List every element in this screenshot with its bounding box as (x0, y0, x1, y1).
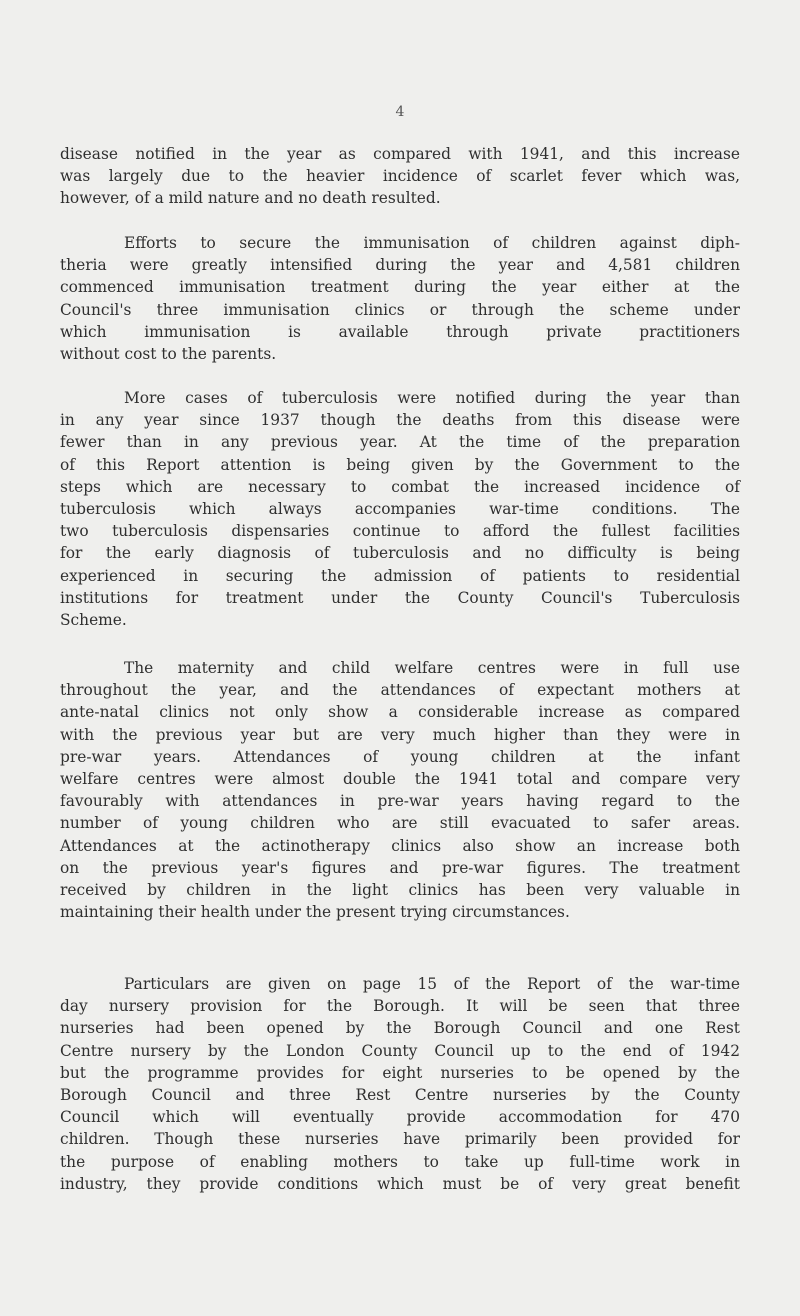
paragraph-line: steps which are necessary to combat the increased incidence of (60, 477, 740, 496)
paragraph-line: pre-war years. Attendances of young children at the infant (60, 747, 740, 766)
paragraph-4 (60, 657, 740, 923)
paragraph-line: nurseries had been opened by the Borough Council and one Rest (60, 1019, 740, 1038)
paragraph-line: industry, they provide conditions which must be of very great benefit (60, 1174, 740, 1193)
paragraph-line: throughout the year, and the attendances of expectant mothers at (60, 681, 740, 700)
paragraph-5 (60, 973, 740, 1195)
paragraph-line: Council which will eventually provide accommodation for 470 (60, 1108, 740, 1127)
paragraph-line: children. Though these nurseries have primarily been provided for (60, 1130, 740, 1149)
paragraph-line: fewer than in any previous year. At the time of the preparation (60, 433, 740, 452)
paragraph-line: favourably with attendances in pre-war years having regard to the (60, 792, 740, 811)
paragraph-line: Scheme. (60, 611, 127, 630)
paragraph-line: ante-natal clinics not only show a considerable increase as compared (60, 703, 740, 722)
paragraph-line: The maternity and child welfare centres were in full use (124, 659, 740, 677)
paragraph-line: with the previous year but are very much higher than they were in (60, 725, 740, 744)
paragraph-line: two tuberculosis dispensaries continue to afford the fullest facilities (60, 522, 740, 541)
paragraph-line: in any year since 1937 though the deaths from this disease were (60, 411, 740, 430)
paragraph-line: number of young children who are still evacuated to safer areas. (60, 814, 740, 833)
paragraph-line: More cases of tuberculosis were notified during the year than (124, 389, 740, 407)
paragraph-3 (60, 387, 740, 631)
paragraph-line: Borough Council and three Rest Centre nurseries by the County (60, 1086, 740, 1105)
paragraph-line: of this Report attention is being given by the Government to the (60, 455, 740, 474)
paragraph-line: disease notified in the year as compared with 1941, and this increase (60, 145, 740, 163)
paragraph-line: maintaining their health under the present trying circumstances. (60, 903, 570, 922)
paragraph-line: the purpose of enabling mothers to take up full-time work in (60, 1152, 740, 1171)
paragraph-line: Council's three immunisation clinics or through the scheme under (60, 300, 740, 319)
paragraph-line: without cost to the parents. (60, 345, 277, 364)
paragraph-line: was largely due to the heavier incidence of scarlet fever which was, (60, 167, 740, 186)
page-number: 4 (395, 104, 405, 120)
paragraph-line: commenced immunisation treatment during the year either at the (60, 278, 740, 297)
paragraph-line: Particulars are given on page 15 of the Report of the war-time (124, 975, 740, 993)
paragraph-line: Efforts to secure the immunisation of children against diph- (124, 234, 740, 252)
paragraph-line: on the previous year's figures and pre-war figures. The treatment (60, 858, 740, 877)
paragraph-line: experienced in securing the admission of patients to residential (60, 566, 740, 585)
paragraph-1 (60, 143, 740, 210)
paragraph-line: Centre nursery by the London County Council up to the end of 1942 (60, 1041, 740, 1060)
paragraph-line: theria were greatly intensified during the year and 4,581 children (60, 256, 740, 275)
paragraph-2 (60, 232, 740, 365)
paragraph-line: tuberculosis which always accompanies war-time conditions. The (60, 500, 740, 519)
paragraph-line: institutions for treatment under the County Council's Tuberculosis (60, 588, 740, 607)
paragraph-line: however, of a mild nature and no death resulted. (60, 189, 441, 208)
paragraph-line: which immunisation is available through private practitioners (60, 322, 740, 341)
paragraph-line: received by children in the light clinics has been very valuable in (60, 881, 740, 900)
paragraph-line: Attendances at the actinotherapy clinics also show an increase both (60, 836, 740, 855)
paragraph-line: but the programme provides for eight nurseries to be opened by the (60, 1063, 740, 1082)
paragraph-line: for the early diagnosis of tuberculosis and no difficulty is being (60, 544, 740, 563)
paragraph-line: day nursery provision for the Borough. It will be seen that three (60, 997, 740, 1016)
paragraph-line: welfare centres were almost double the 1941 total and compare very (60, 770, 740, 789)
